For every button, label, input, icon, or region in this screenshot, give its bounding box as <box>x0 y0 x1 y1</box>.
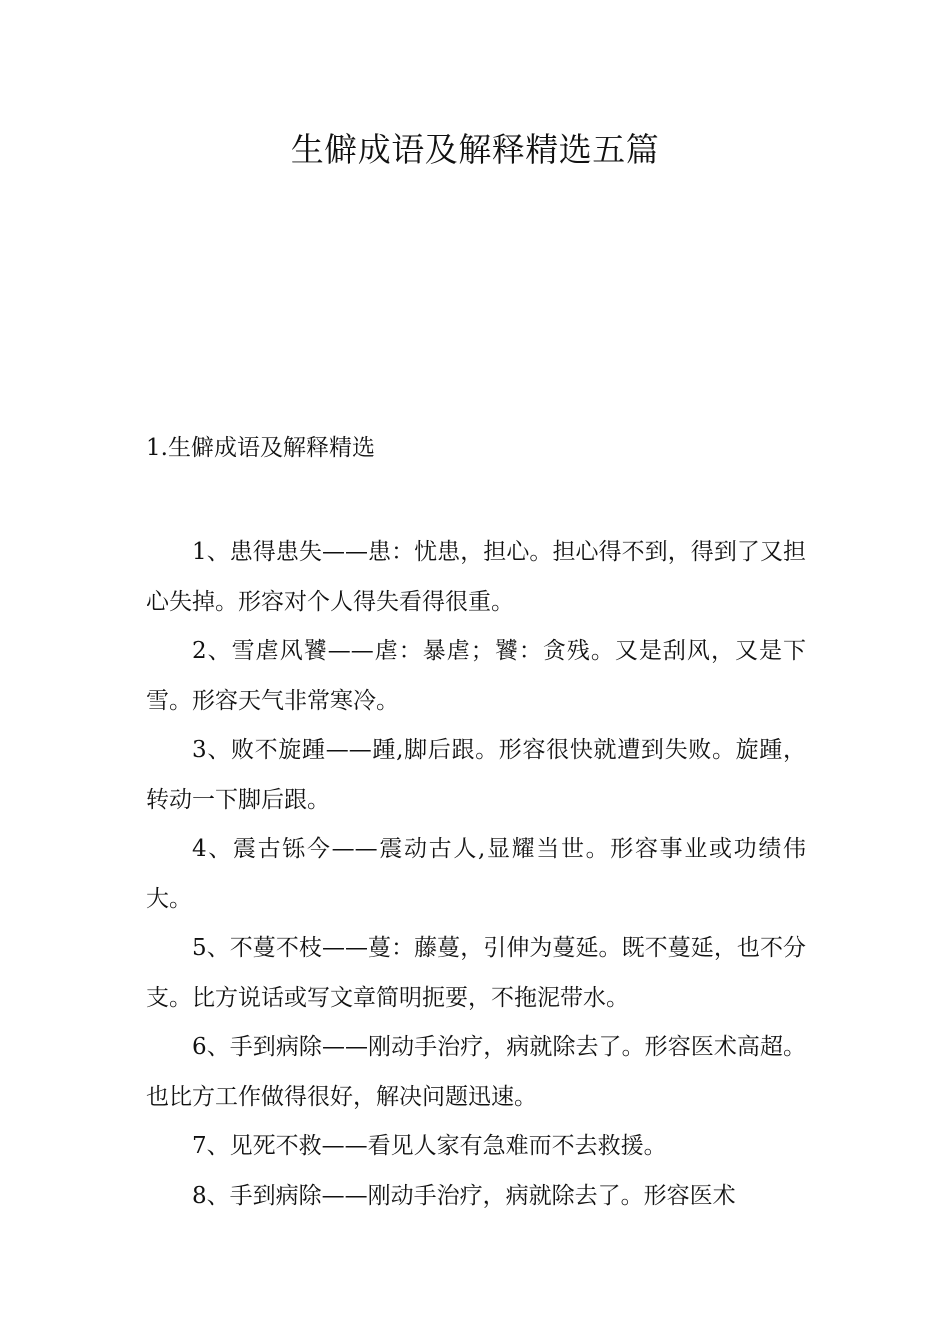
document-title: 生僻成语及解释精选五篇 <box>290 130 660 169</box>
entry-paragraph: 3、败不旋踵——踵,脚后跟。形容很快就遭到失败。旋踵，转动一下脚后跟。 <box>146 737 806 813</box>
entry-paragraph: 7、见死不救——看见人家有急难而不去救援。 <box>192 1133 667 1159</box>
entry-paragraph: 2、雪虐风饕——虐：暴虐；饕：贪残。又是刮风，又是下雪。形容天气非常寒冷。 <box>146 638 806 714</box>
entry-paragraph: 4、震古铄今——震动古人,显耀当世。形容事业或功绩伟大。 <box>146 836 806 912</box>
entry-paragraph: 8、手到病除——刚动手治疗，病就除去了。形容医术 <box>192 1182 736 1209</box>
section-heading: 1.生僻成语及解释精选 <box>146 435 375 461</box>
entry-paragraph: 1、患得患失——患：忧患，担心。担心得不到，得到了又担心失掉。形容对个人得失看得很重。 <box>146 539 806 615</box>
entry-paragraph: 5、不蔓不枝——蔓：藤蔓，引伸为蔓延。既不蔓延，也不分支。比方说话或写文章简明扼要，不拖泥带水。 <box>146 935 806 1011</box>
entry-list <box>146 528 806 1221</box>
entry-paragraph: 6、手到病除——刚动手治疗，病就除去了。形容医术高超。也比方工作做得很好，解决问题迅速。 <box>146 1034 806 1110</box>
